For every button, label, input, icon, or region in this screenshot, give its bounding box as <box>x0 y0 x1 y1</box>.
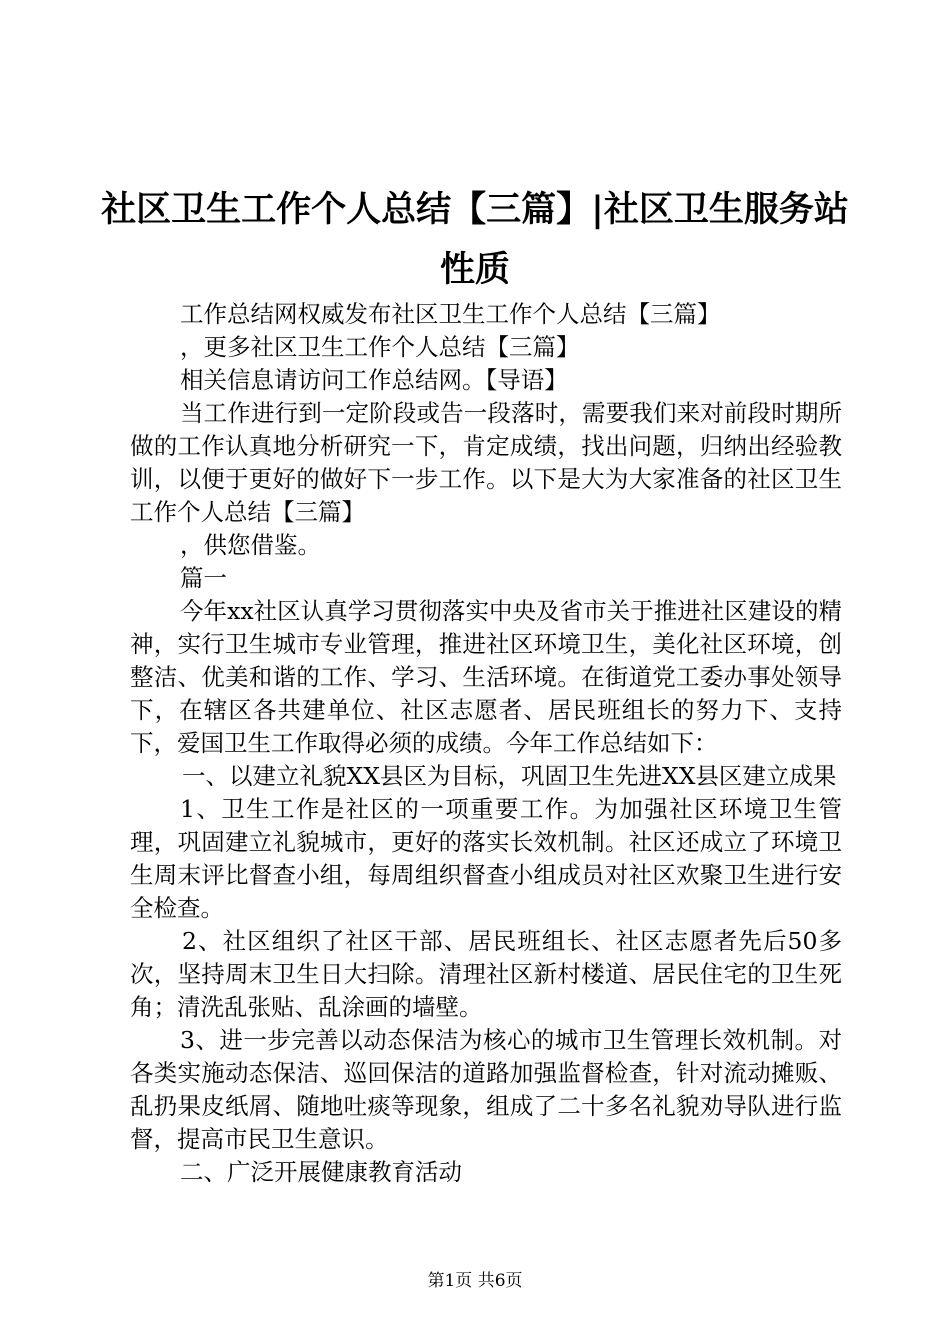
document-title: 社区卫生工作个人总结【三篇】|社区卫生服务站性质 <box>101 189 849 290</box>
paragraph: ，更多社区卫生工作个人总结【三篇】 <box>180 333 580 361</box>
paragraph: 工作总结网权威发布社区卫生工作个人总结【三篇】 <box>180 300 721 328</box>
paragraph: 3、进一步完善以动态保洁为核心的城市卫生管理长效机制。对各类实施动态保洁、巡回保洁的道路加强监督检查，针对流动摊贩、乱扔果皮纸屑、随地吐痰等现象，组成了二十多名礼貌劝导队进行监督，提高市民卫生意识。 <box>130 1026 842 1153</box>
document-body <box>130 298 842 1189</box>
section-heading: 篇一 <box>180 564 227 592</box>
paragraph: 2、社区组织了社区干部、居民班组长、社区志愿者先后50多次，坚持周末卫生日大扫除。清理社区新村楼道、居民住宅的卫生死角；清洗乱张贴、乱涂画的墙壁。 <box>130 927 842 1021</box>
paragraph: 1、卫生工作是社区的一项重要工作。为加强社区环境卫生管理，巩固建立礼貌城市，更好的落实长效机制。社区还成立了环境卫生周末评比督查小组，每周组织督查小组成员对社区欢聚卫生进行安全检查。 <box>130 795 842 922</box>
paragraph: 今年xx社区认真学习贯彻落实中央及省市关于推进社区建设的精神，实行卫生城市专业管理，推进社区环境卫生，美化社区环境，创整洁、优美和谐的工作、学习、生活环境。在街道党工委办事处领导下，在辖区各共建单位、社区志愿者、居民班组长的努力下、支持下，爱国卫生工作取得必须的成绩。今年工作总结如下： <box>130 597 842 757</box>
section-heading: 二、广泛开展健康教育活动 <box>180 1158 462 1186</box>
paragraph: 当工作进行到一定阶段或告一段落时，需要我们来对前段时期所做的工作认真地分析研究一下，肯定成绩，找出问题，归纳出经验教训，以便于更好的做好下一步工作。以下是大为大家准备的社区卫生工作个人总结【三篇】 <box>130 399 842 526</box>
page-footer: 第1页 共6页 <box>427 1271 523 1291</box>
paragraph: ，供您借鉴。 <box>180 531 321 559</box>
paragraph: 相关信息请访问工作总结网。【导语】 <box>180 366 568 394</box>
section-heading: 一、以建立礼貌XX县区为目标，巩固卫生先进XX县区建立成果 <box>182 762 837 790</box>
